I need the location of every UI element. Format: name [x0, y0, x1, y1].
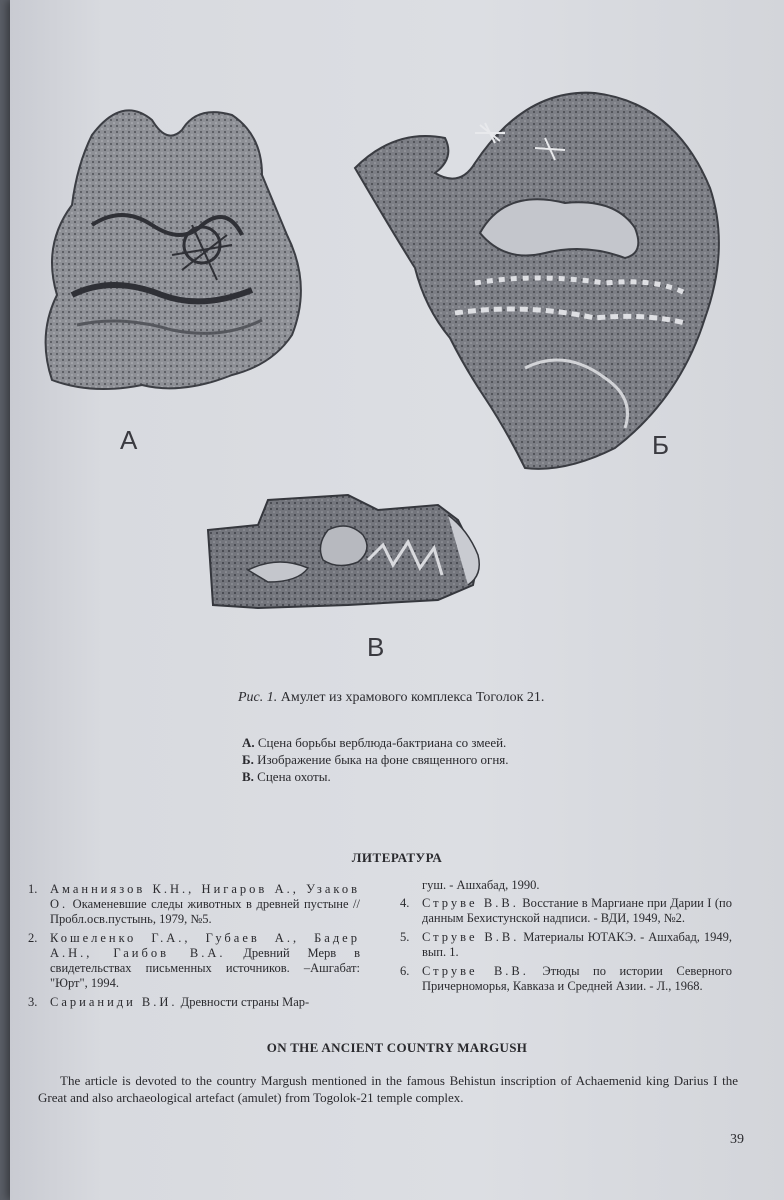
amulet-fragment-b-image	[335, 68, 735, 478]
reference-authors: Струве В.В.	[422, 930, 520, 944]
reference-text: Материалы ЮТАКЭ. - Ашхабад, 1949, вып. 1.	[422, 930, 732, 959]
summary-text: The article is devoted to the country Margush mentioned in the famous Behistun inscription of Achaemenid king Darius I the Great and also archaeological artefact (amulet) from Togolok-21 temple complex.	[38, 1073, 738, 1105]
panel-b-label: Б	[652, 430, 670, 460]
legend-text: Сцена охоты.	[253, 769, 331, 784]
reference-authors: Струве В.В.	[422, 896, 519, 910]
reference-item	[20, 995, 360, 1010]
reference-number: 4.	[400, 896, 410, 910]
figure-caption	[238, 690, 544, 706]
figure-legend	[242, 734, 509, 785]
summary-heading: ON THE ANCIENT COUNTRY MARGUSH	[266, 1040, 528, 1055]
reference-number: 6.	[400, 964, 410, 978]
reference-continuation: гуш. - Ашхабад, 1990.	[422, 878, 540, 892]
legend-text: Сцена борьбы верблюда-бактриана со змеей.	[254, 735, 507, 750]
reference-number: 3.	[28, 995, 38, 1009]
figure-caption-text: Амулет из храмового комплекса Тоголок 21.	[277, 690, 545, 705]
legend-text: Изображение быка на фоне священного огня.	[253, 752, 509, 767]
reference-authors: Аманниязов К.Н., Нигаров А., Узаков О.	[50, 882, 360, 911]
legend-item	[242, 734, 509, 751]
reference-authors: Струве В.В.	[422, 964, 529, 978]
legend-key: А.	[242, 735, 255, 750]
reference-item	[392, 930, 732, 960]
panel-c-label: В	[367, 632, 385, 662]
reference-text: Древний Мерв в свидетельствах письменных источников. –Ашгабат: "Юрт", 1994.	[50, 946, 360, 990]
page-number: 39	[730, 1132, 744, 1147]
reference-text: Этюды по истории Северного Причерноморья, Кавказа и Средней Азии. - Л., 1968.	[422, 964, 732, 993]
reference-item	[20, 931, 360, 991]
reference-authors: Сарианиди В.И.	[50, 995, 178, 1009]
journal-page	[10, 0, 784, 1200]
references-left-column	[20, 882, 360, 1010]
legend-item	[242, 751, 509, 768]
amulet-fragment-a-image	[32, 95, 332, 415]
literature-heading: ЛИТЕРАТУРА	[351, 850, 443, 865]
legend-key: В.	[242, 769, 254, 784]
reference-text: Восстание в Маргиане при Дарии I (по данным Бехистунской надписи. - ВДИ, 1949, №2.	[422, 896, 732, 925]
panel-a-label: А	[120, 425, 138, 455]
reference-item	[392, 964, 732, 994]
legend-item	[242, 768, 509, 785]
legend-key: Б.	[242, 752, 254, 767]
figure-caption-prefix: Рис. 1.	[238, 690, 278, 705]
reference-item	[20, 882, 360, 927]
reference-authors: Кошеленко Г.А., Губаев А., Бадер А.Н., Гаибов В.А.	[50, 931, 360, 960]
reference-item	[392, 896, 732, 926]
reference-number: 2.	[28, 931, 38, 945]
amulet-fragment-c-image	[198, 490, 498, 620]
reference-number: 5.	[400, 930, 410, 944]
reference-text: Древности страны Мар-	[177, 995, 310, 1009]
reference-text: Окаменевшие следы животных в древней пустыне // Пробл.осв.пустынь, 1979, №5.	[50, 897, 360, 926]
reference-number: 1.	[28, 882, 38, 896]
references-right-column	[392, 878, 732, 994]
